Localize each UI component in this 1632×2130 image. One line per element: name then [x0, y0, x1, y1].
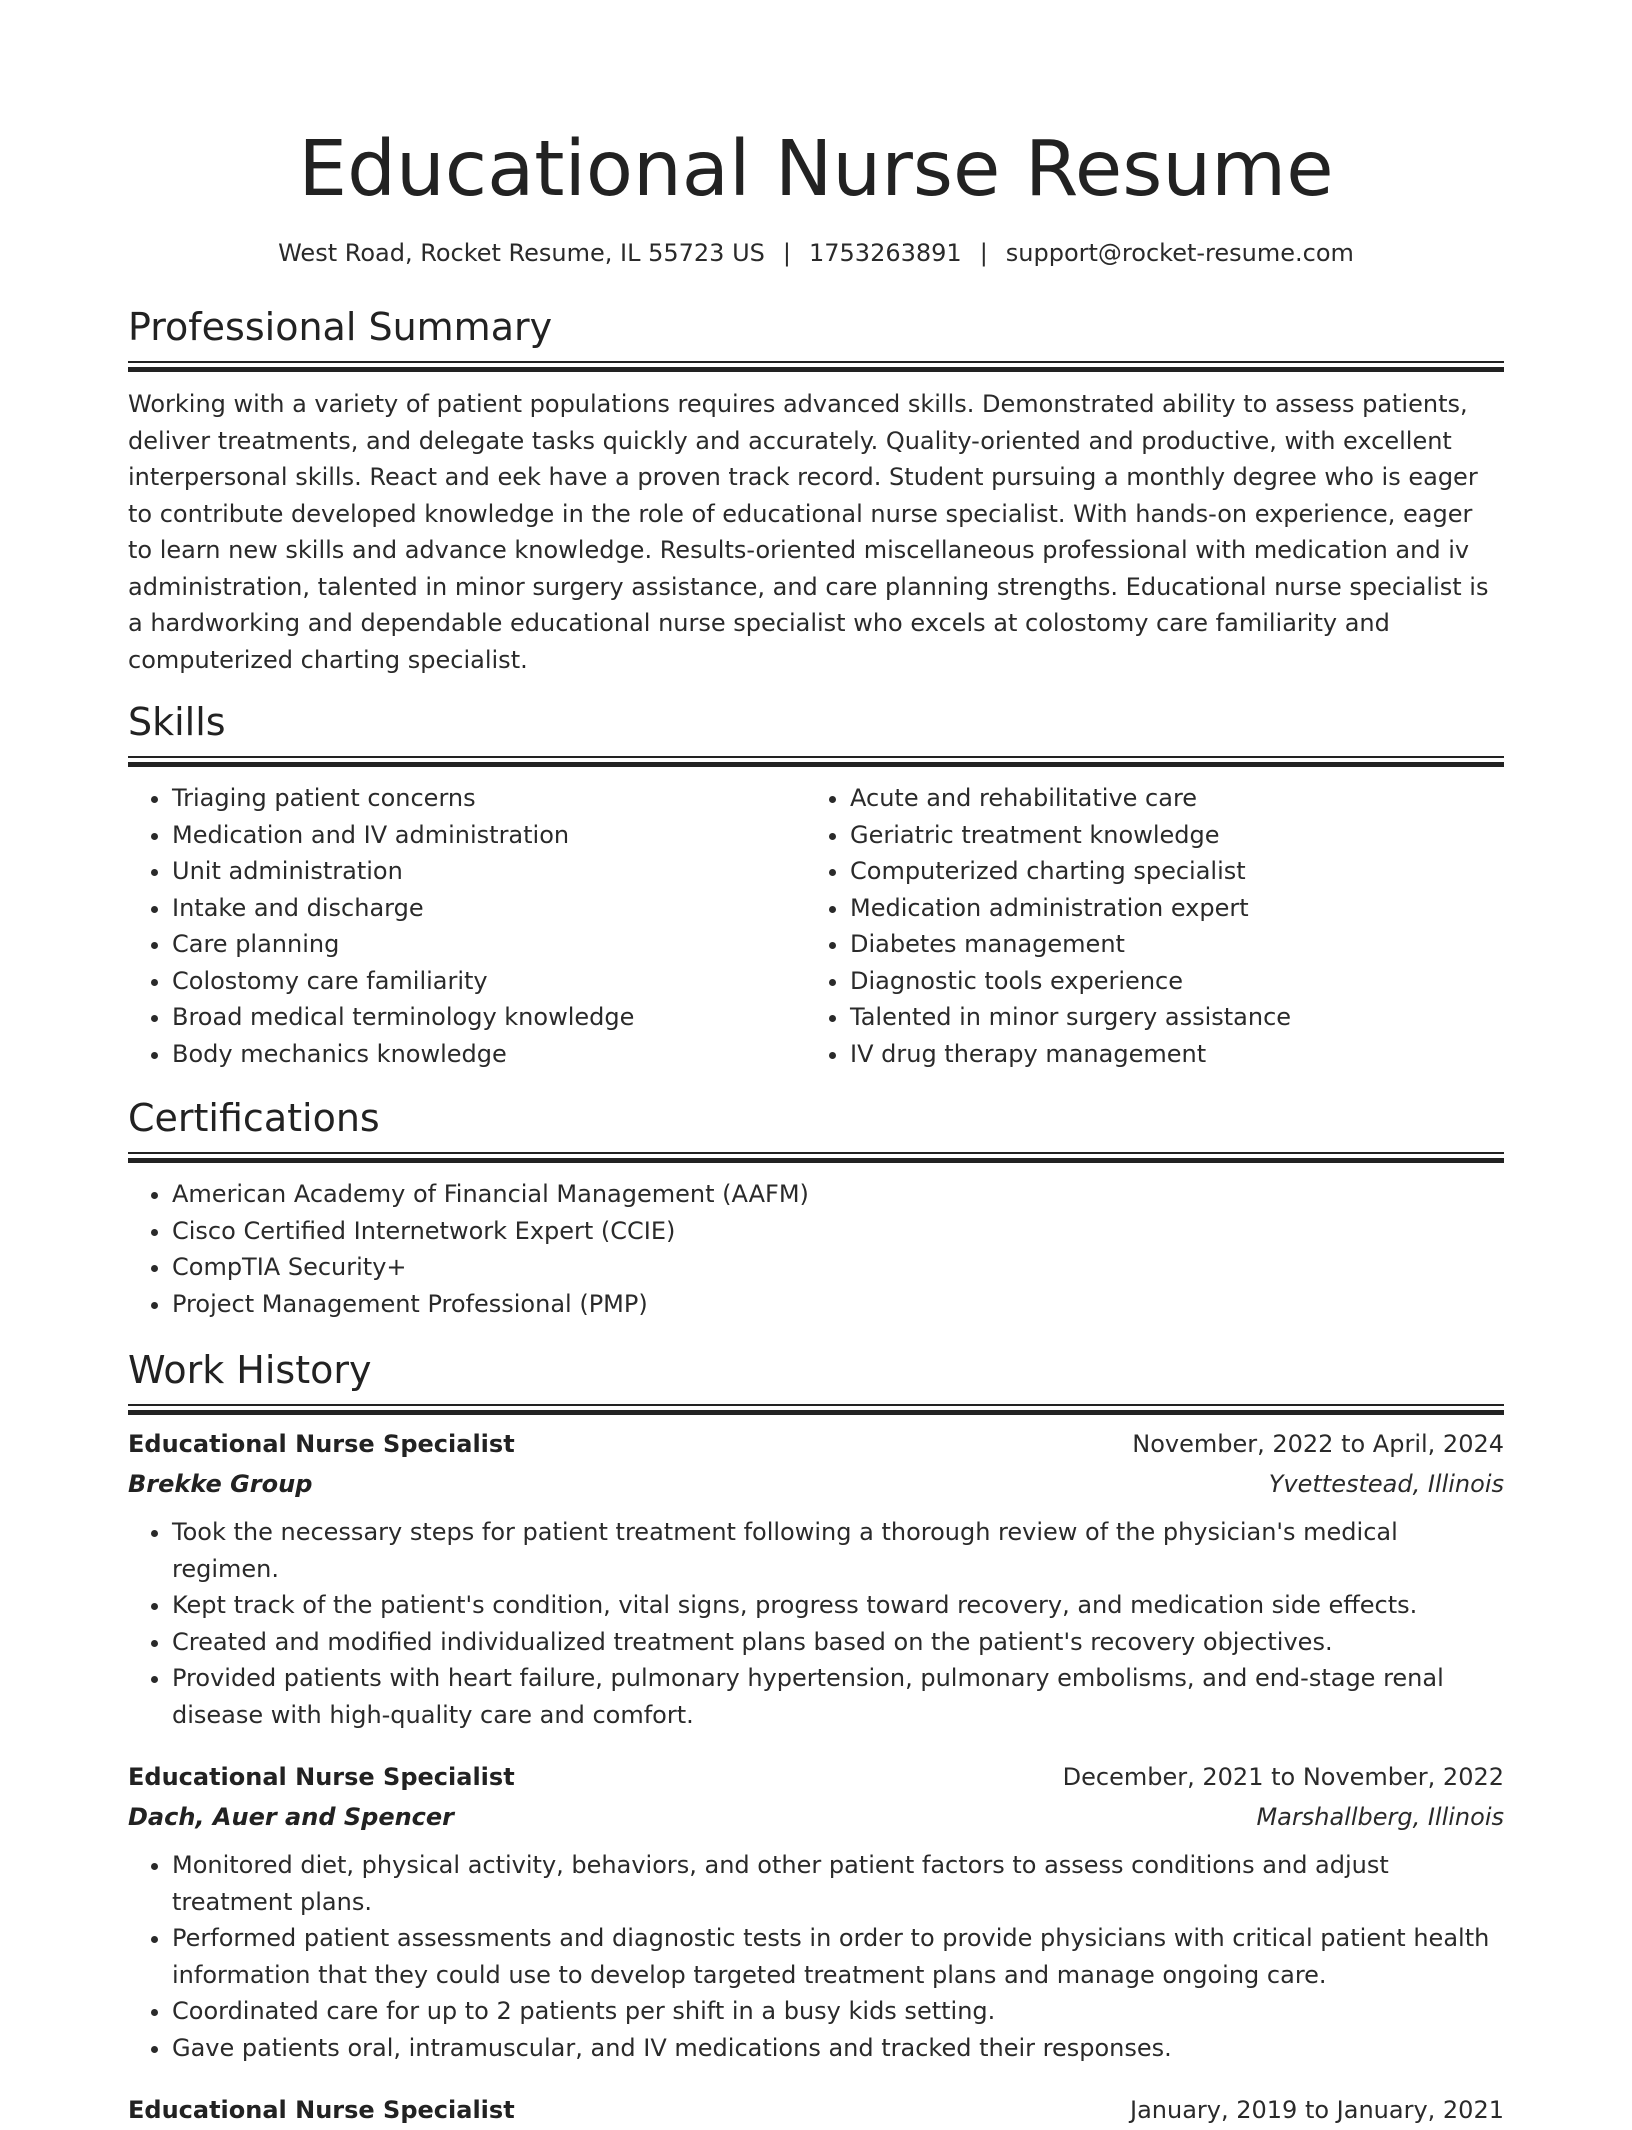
job-header [128, 1424, 1504, 1464]
job-bullet: • Gave patients oral, intramuscular, and IV medications and tracked their responses. [172, 2030, 1504, 2067]
job-bullet: • Performed patient assessments and diagnostic tests in order to provide physicians with critical patient health information that they could use to develop targeted treatment plans and manage ongoing care. [172, 1920, 1504, 1993]
summary-text: Working with a variety of patient populations requires advanced skills. Demonstrated ability to assess patients, deliver treatments, and delegate tasks quickly and accurately. Quality-oriented and productive, with excellent interpersonal skills. React and eek have a proven track record. Student pursuing a monthly degree who is eager to contribute developed knowledge in the role of educational nurse specialist. With hands-on experience, eager to learn new skills and advance knowledge. Results-oriented miscellaneous professional with medication and iv administration, talented in minor surgery assistance, and care planning strengths. Educational nurse specialist is a hardworking and dependable educational nurse specialist who excels at colostomy care familiarity and computerized charting specialist. [128, 390, 1489, 674]
section-divider [128, 756, 1504, 766]
job-dates: January, 2019 to January, 2021 [1130, 2096, 1504, 2124]
section-divider [128, 361, 1504, 371]
contact-separator: | [782, 239, 791, 267]
skills-list-right [806, 780, 1484, 1072]
skills-column-right [806, 780, 1484, 1072]
contact-address: West Road, Rocket Resume, IL 55723 US [278, 239, 765, 267]
certifications-section [128, 1096, 1504, 1322]
certification-item: • Cisco Certified Internetwork Expert (CCIE) [172, 1213, 1504, 1250]
section-title-skills: Skills [128, 700, 226, 744]
resume-title: Educational Nurse Resume [298, 125, 1334, 214]
skill-item: • Geriatric treatment knowledge [850, 817, 1484, 854]
section-divider [128, 1152, 1504, 1162]
section-title-work-history: Work History [128, 1348, 372, 1392]
skill-item: • Computerized charting specialist [850, 853, 1484, 890]
contact-line [128, 236, 1504, 270]
work-history-section [128, 1348, 1504, 2130]
skill-item: • Unit administration [172, 853, 806, 890]
certification-item: • American Academy of Financial Management (AAFM) [172, 1176, 1504, 1213]
job-bullets [128, 1847, 1504, 2066]
skill-item: • Medication administration expert [850, 890, 1484, 927]
contact-email[interactable]: support@rocket-resume.com [1005, 239, 1354, 267]
section-divider [128, 1404, 1504, 1414]
contact-separator: | [979, 239, 988, 267]
job-dates: December, 2021 to November, 2022 [1062, 1763, 1504, 1791]
skill-item: • Triaging patient concerns [172, 780, 806, 817]
skills-column-left [128, 780, 806, 1072]
skills-section [128, 700, 1504, 1072]
skill-item: • Diabetes management [850, 926, 1484, 963]
skill-item: • Body mechanics knowledge [172, 1036, 806, 1073]
job-header [128, 1757, 1504, 1797]
job-dates: November, 2022 to April, 2024 [1132, 1430, 1504, 1458]
job-header [128, 2090, 1504, 2130]
job-subheader [128, 1797, 1504, 1837]
job-entry [128, 1757, 1504, 2066]
certification-item: • Project Management Professional (PMP) [172, 1286, 1504, 1323]
job-bullet: • Monitored diet, physical activity, behaviors, and other patient factors to assess conditions and adjust treatment plans. [172, 1847, 1504, 1920]
job-bullet: • Took the necessary steps for patient treatment following a thorough review of the physician's medical regimen. [172, 1514, 1504, 1587]
skill-item: • Colostomy care familiarity [172, 963, 806, 1000]
job-location: Yvettestead, Illinois [1268, 1470, 1504, 1498]
certifications-list [128, 1176, 1504, 1322]
job-entry [128, 2090, 1504, 2130]
job-bullet: • Created and modified individualized treatment plans based on the patient's recovery objectives. [172, 1624, 1504, 1661]
skill-item: • Care planning [172, 926, 806, 963]
skill-item: • Acute and rehabilitative care [850, 780, 1484, 817]
job-title: Educational Nurse Specialist [128, 1430, 515, 1458]
job-bullet: • Coordinated care for up to 2 patients per shift in a busy kids setting. [172, 1993, 1504, 2030]
contact-phone: 1753263891 [808, 239, 962, 267]
skill-item: • Medication and IV administration [172, 817, 806, 854]
section-title-summary: Professional Summary [128, 305, 553, 349]
skill-item: • Broad medical terminology knowledge [172, 999, 806, 1036]
certification-item: • CompTIA Security+ [172, 1249, 1504, 1286]
skills-list-left [128, 780, 806, 1072]
job-title: Educational Nurse Specialist [128, 1763, 515, 1791]
job-bullet: • Provided patients with heart failure, pulmonary hypertension, pulmonary embolisms, and end-stage renal disease with high-quality care and comfort. [172, 1660, 1504, 1733]
skill-item: • Diagnostic tools experience [850, 963, 1484, 1000]
summary-section [128, 305, 1504, 678]
job-entry [128, 1424, 1504, 1733]
job-bullets [128, 1514, 1504, 1733]
skill-item: • Intake and discharge [172, 890, 806, 927]
skill-item: • IV drug therapy management [850, 1036, 1484, 1073]
job-company: Dach, Auer and Spencer [128, 1803, 455, 1831]
job-bullet: • Kept track of the patient's condition, vital signs, progress toward recovery, and medication side effects. [172, 1587, 1504, 1624]
skills-columns [128, 780, 1504, 1072]
job-location: Marshallberg, Illinois [1256, 1803, 1504, 1831]
job-subheader [128, 1464, 1504, 1504]
job-company: Brekke Group [128, 1470, 313, 1498]
job-title: Educational Nurse Specialist [128, 2096, 515, 2124]
section-title-certifications: Certifications [128, 1096, 380, 1140]
resume-page [128, 0, 1504, 2130]
skill-item: • Talented in minor surgery assistance [850, 999, 1484, 1036]
